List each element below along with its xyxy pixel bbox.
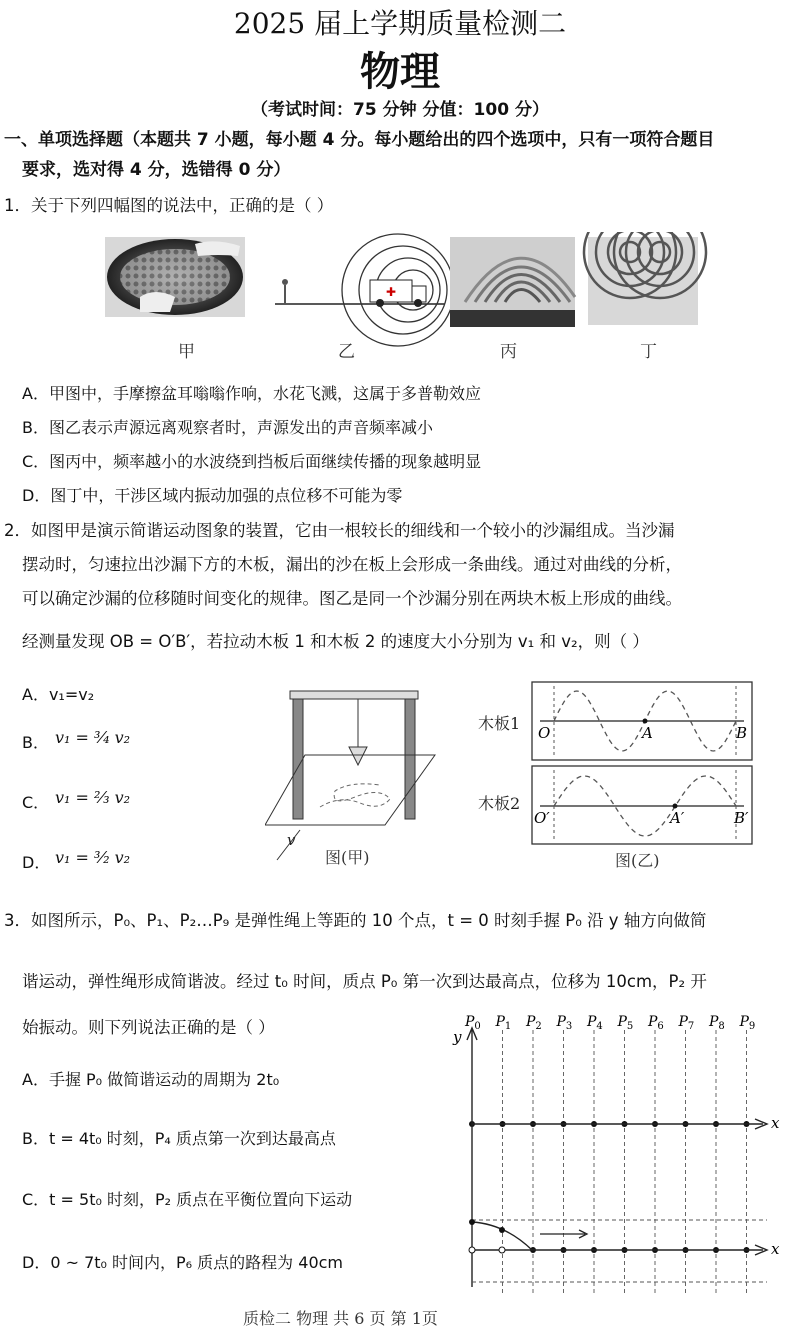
point-label-p7: $P_7$ <box>678 1014 695 1032</box>
q3-stem-2: 谐运动，弹性绳形成简谐波。经过 t₀ 时间，质点 P₀ 第一次到达最高点，位移为 10cm，P₂ 开 <box>22 972 707 991</box>
board2-label: 木板2 <box>478 794 521 813</box>
label-A: A <box>642 724 653 742</box>
fig-jia-caption: 图(甲) <box>325 848 370 867</box>
point-label-p8: $P_8$ <box>709 1014 725 1032</box>
q3-option-b: B．t = 4t₀ 时刻，P₄ 质点第一次到达最高点 <box>22 1129 336 1148</box>
label-O: O <box>538 724 551 742</box>
point-label-p3: $P_3$ <box>556 1014 573 1032</box>
doppler-figure <box>275 234 454 346</box>
q1-option-d: D．图丁中，干涉区域内振动加强的点位移不可能为零 <box>22 486 403 505</box>
label-A-prime: A′ <box>670 809 685 827</box>
caption-jia: 甲 <box>178 342 195 362</box>
x-axis-label-upper: x <box>771 1114 780 1132</box>
interference-photo <box>584 232 706 325</box>
diffraction-photo <box>450 237 575 327</box>
q2-stem-2: 摆动时，匀速拉出沙漏下方的木板，漏出的沙在板上会形成一条曲线。通过对曲线的分析， <box>22 555 682 574</box>
q2-option-c-label: C． <box>22 793 50 812</box>
point-label-p5: $P_5$ <box>617 1014 634 1032</box>
x-axis-label-lower: x <box>771 1240 780 1258</box>
q1-stem: 1．关于下列四幅图的说法中，正确的是（ ） <box>4 196 334 215</box>
q2-option-d-expr: v₁ = ³⁄₂ v₂ <box>55 848 131 867</box>
sand-pendulum-figure <box>265 685 445 870</box>
y-axis-label: y <box>453 1028 462 1046</box>
page-footer: 质检二 物理 共 6 页 第 1页 <box>243 1309 438 1328</box>
q1-option-b: B．图乙表示声源远离观察者时，声源发出的声音频率减小 <box>22 418 433 437</box>
label-B: B <box>736 724 748 742</box>
caption-ding: 丁 <box>640 342 657 362</box>
point-label-p4: $P_4$ <box>587 1014 603 1032</box>
q3-stem-1: 3．如图所示，P₀、P₁、P₂…P₉ 是弹性绳上等距的 10 个点，t = 0 时刻手握 P₀ 沿 y 轴方向做简 <box>4 911 707 930</box>
svg-text:✚: ✚ <box>386 285 397 299</box>
q2-stem-3: 可以确定沙漏的位移随时间变化的规律。图乙是同一个沙漏分别在两块木板上形成的曲线。 <box>22 589 682 608</box>
rope-wave-figure <box>445 1012 795 1302</box>
label-O-prime: O′ <box>534 809 550 827</box>
q1-option-c: C．图丙中，频率越小的水波绕到挡板后面继续传播的现象越明显 <box>22 452 482 471</box>
q2-option-a: A．v₁=v₂ <box>22 685 95 704</box>
q3-option-a: A．手握 P₀ 做简谐运动的周期为 2t₀ <box>22 1070 280 1089</box>
q2-option-d-label: D． <box>22 853 51 872</box>
q2-option-b-expr: v₁ = ³⁄₄ v₂ <box>55 728 131 747</box>
section-heading-cont: 要求，选对得 4 分，选错得 0 分） <box>22 160 291 180</box>
q3-stem-3: 始振动。则下列说法正确的是（ ） <box>22 1018 275 1037</box>
point-label-p0: $P_0$ <box>465 1014 481 1032</box>
caption-yi: 乙 <box>338 342 355 362</box>
exam-title: 2025 届上学期质量检测二 <box>233 7 567 40</box>
velocity-label: v <box>287 831 296 849</box>
q2-option-c-expr: v₁ = ²⁄₃ v₂ <box>55 788 131 807</box>
caption-bing: 丙 <box>500 342 517 362</box>
basin-photo <box>105 237 245 317</box>
fig-yi-caption: 图(乙) <box>615 851 660 870</box>
q2-stem-1: 2．如图甲是演示简谐运动图象的装置，它由一根较长的细线和一个较小的沙漏组成。当沙漏 <box>4 521 675 540</box>
q2-stem-4: 经测量发现 OB = O′B′，若拉动木板 1 和木板 2 的速度大小分别为 v₁ 和 v₂，则（ ） <box>22 632 649 651</box>
board1-label: 木板1 <box>478 714 521 733</box>
q1-option-a: A．甲图中，手摩擦盆耳嗡嗡作响，水花飞溅，这属于多普勒效应 <box>22 384 481 403</box>
section-heading: 一、单项选择题（本题共 7 小题，每小题 4 分。每小题给出的四个选项中，只有一项符合题目 <box>4 130 715 150</box>
exam-info: （考试时间：75 分钟 分值：100 分） <box>251 100 549 120</box>
point-label-p6: $P_6$ <box>648 1014 664 1032</box>
point-label-p9: $P_9$ <box>739 1014 756 1032</box>
point-label-p2: $P_2$ <box>526 1014 542 1032</box>
q2-option-b-label: B． <box>22 733 49 752</box>
q1-figures <box>100 232 790 367</box>
label-B-prime: B′ <box>734 809 749 827</box>
sand-curves-figure <box>470 676 760 876</box>
subject-title: 物理 <box>360 48 440 95</box>
point-label-p1: $P_1$ <box>495 1014 512 1032</box>
q3-option-c: C．t = 5t₀ 时刻，P₂ 质点在平衡位置向下运动 <box>22 1190 353 1209</box>
q3-option-d: D．0 ~ 7t₀ 时间内，P₆ 质点的路程为 40cm <box>22 1253 344 1272</box>
